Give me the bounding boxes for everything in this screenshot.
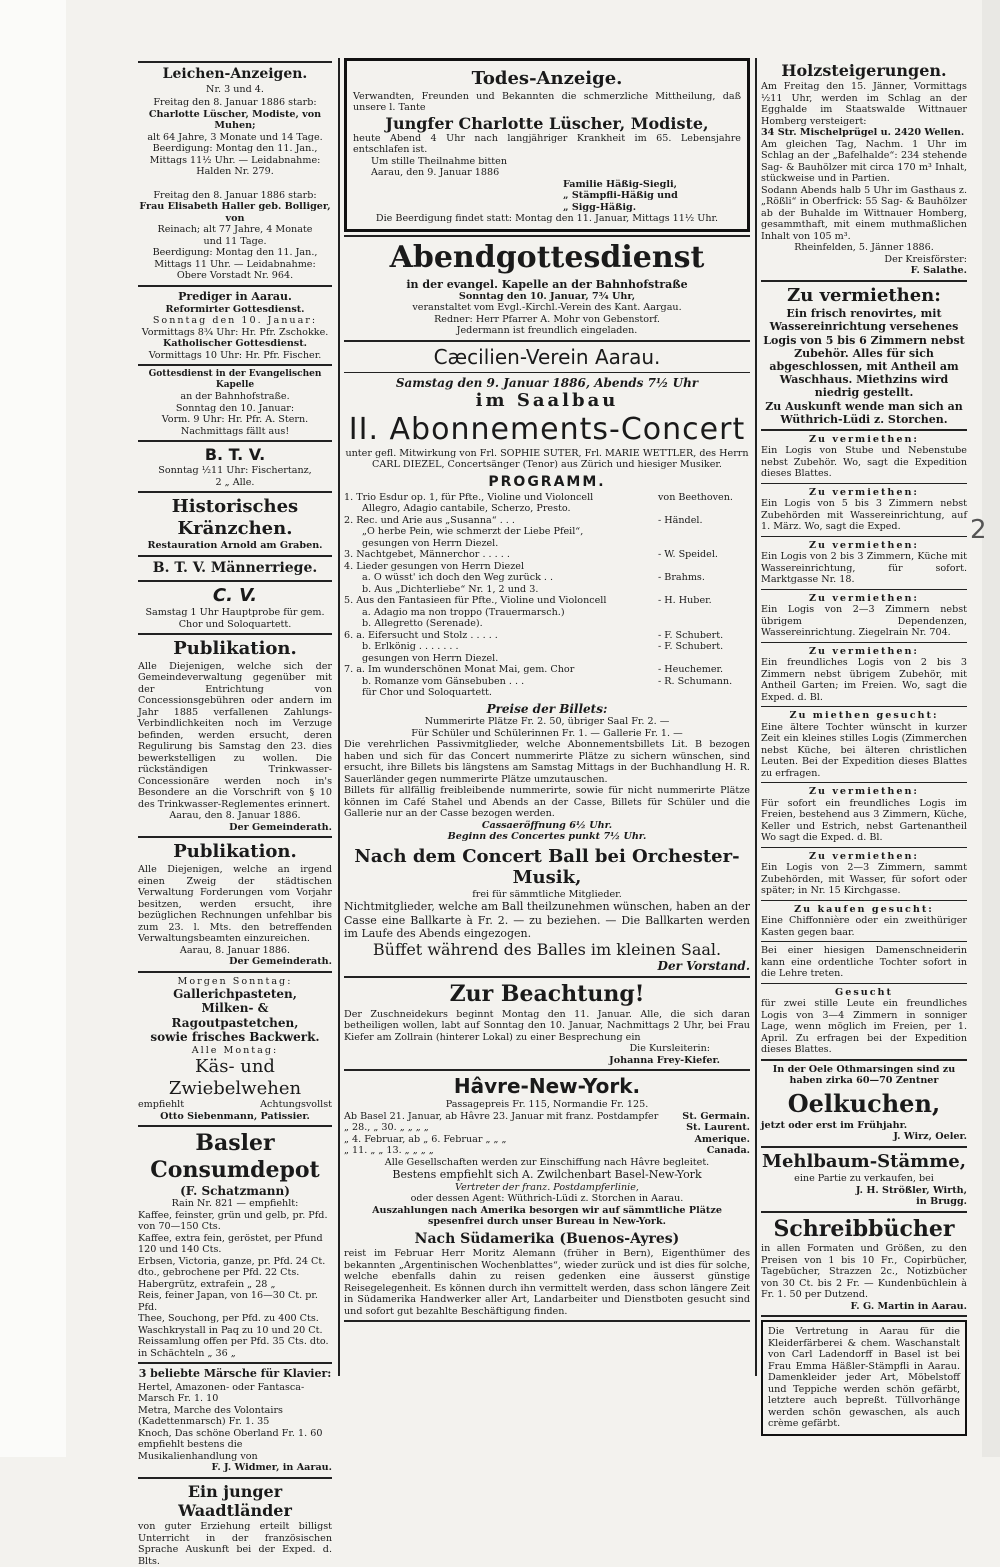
gottesdienst-block	[138, 369, 332, 437]
holz-sign1: Der Kreisförster:	[884, 253, 967, 265]
programm-item: b. Allegretto (Serenade).	[362, 618, 483, 630]
center-column	[344, 58, 750, 1325]
classified-ad: Zu vermiethen: Ein Logis von 5 bis 3 Zimmern nebst Zubehörden mit Wassereinrichtung, auf 1. März. Wo, sagt die Exped.	[761, 486, 967, 533]
havre-price: Passagepreis Fr. 115, Normandie Fr. 125.	[445, 1099, 649, 1111]
publikation-2-sign: Der Gemeinderath.	[229, 956, 332, 968]
schreib-text: in allen Formaten und Größen, zu den Preisen von 1 bis 10 Fr., Copirbücher, Tagebücher, Strazzen 2c., Notizbücher von 30 Ct. bis 2 Fr. — Kundenbüchlein à Fr. 1. 50 per Dutzend.	[761, 1243, 967, 1301]
text-line: Beerdigung: Montag den 11. Jan.,	[152, 143, 318, 155]
text-line: Sonntag den 10. Januar, 7¾ Uhr,	[458, 290, 636, 302]
vorstand: Der Vorstand.	[657, 959, 750, 974]
concert-date: Samstag den 9. Januar 1886, Abends 7½ Uhr	[395, 375, 699, 390]
text-line: Nachmittags fällt aus!	[180, 425, 290, 437]
classified-ad: Zu vermiethen: Für sofort ein freundliches Logis im Freien, bestehend aus 3 Zimmern, Küche, Keller und Estrich, nebst Gartenantheil Wo sagt die Exped. d. Bl.	[761, 786, 967, 844]
divider	[761, 1211, 967, 1213]
abendgottesdienst-title: Abendgottesdienst	[389, 239, 705, 275]
schreib-title: Schreibbücher	[773, 1215, 955, 1242]
text-line: Obere Vorstadt Nr. 964.	[176, 270, 294, 282]
classified-ad: Zu vermiethen: Ein Logis von 2—3 Zimmern, sammt Zubehörden, mit Wasser, für sofort oder später; in Nr. 15 Kirchgasse.	[761, 850, 967, 897]
list-item: Kaffee, feinster, grün und gelb, pr. Pfd. von 70—150 Cts.	[138, 1209, 328, 1233]
morgen-line: sowie frisches Backwerk.	[150, 1030, 320, 1045]
programm-item: b. Romanze vom Gänsebuben . . . - R. Schumann.	[362, 675, 733, 687]
divider	[761, 280, 967, 282]
morgen-title: Morgen Sonntag:	[177, 975, 293, 987]
havre-schedule	[344, 1111, 750, 1157]
holz-date: Rheinfelden, 5. Jänner 1886.	[794, 242, 934, 254]
maersche-title: 3 beliebte Märsche für Klavier:	[138, 1367, 332, 1381]
btv-block	[138, 465, 332, 488]
text-line: Beerdigung: Montag den 11. Jan.,	[152, 247, 318, 259]
list-item: Erbsen, Victoria, ganze, pr. Pfd. 24 Ct. dto., gebrochene per Pfd. 22 Cts.	[138, 1255, 326, 1279]
holz-text-2: Am gleichen Tag, Nachm. 1 Uhr im Schlag an der „Bafelhalde“: 234 stehende Sag- & Bauhölzer mit circa 170 m³ Inhalt, stückweise und in Partien.	[761, 138, 967, 185]
holz-title: Holzsteigerungen.	[781, 61, 947, 80]
havre-auszahlung: Auszahlungen nach Amerika besorgen wir auf sämmtliche Plätze spesenfrei durch unser Bureau in New-York.	[372, 1204, 722, 1228]
publikation-2-date: Aarau, 8. Januar 1886.	[179, 944, 291, 956]
ball-title: Nach dem Concert Ball bei Orchester-Musik,	[354, 845, 740, 889]
divider	[138, 1477, 332, 1479]
programm-item: 7. a. Im wunderschönen Monat Mai, gem. Chor - Heuchemer.	[344, 664, 724, 676]
divider	[138, 836, 332, 838]
programm-item: 2. Rec. und Arie aus „Susanna“ . . . - Händel.	[344, 514, 703, 526]
basler-sub: (F. Schatzmann)	[180, 1184, 290, 1199]
havre-row: „ 11. „ „ 13. „ „ „ „ Canada.	[344, 1145, 750, 1157]
programm-item: a. O wüsst' ich doch den Weg zurück . . - Brahms.	[362, 572, 705, 584]
beginn: Beginn des Concertes punkt 7½ Uhr.	[447, 831, 647, 843]
widmer-sign: F. J. Widmer, in Aarau.	[211, 1462, 332, 1474]
text-line: Reinach; alt 77 Jahre, 4 Monate	[157, 224, 313, 236]
text-line: Samstag 1 Uhr Hauptprobe für gem.	[145, 607, 325, 619]
programm-item: 3. Nachtgebet, Männerchor . . . . . - W. Speidel.	[344, 549, 718, 561]
divider	[344, 340, 750, 342]
classified-ad: Bei einer hiesigen Damenschneiderin kann eine ordentliche Tochter sofort in die Lehre treten.	[761, 945, 967, 980]
classified-ad: Zu vermiethen: Ein Logis von Stube und Nebenstube nebst Zubehör. Wo, sagt die Expedition dieses Blattes.	[761, 433, 967, 480]
todes-body: heute Abend 4 Uhr nach langjähriger Krankheit im 65. Lebensjahre entschlafen ist.	[353, 132, 741, 156]
divider	[138, 1362, 332, 1364]
oel-post: jetzt oder erst im Frühjahr.	[761, 1119, 908, 1131]
publikation-2-text: Alle Diejenigen, welche an irgend einen Zweig der städtischen Verwaltung Forderungen vom Vorjahr besitzen, werden ersucht, ihre bezüglichen Rechnungen unfehlbar bis zum 23. l. Mts. den betreffenden Verwaltungsbeamten einzureichen.	[138, 864, 332, 945]
ball-frei: frei für sämmtliche Mitglieder.	[472, 888, 622, 900]
list-item: Reissamlung offen per Pfd. 35 Cts. dto. in Schächteln „ 36 „	[138, 1336, 329, 1359]
basler-title: Basler Consumdepot	[150, 1130, 320, 1183]
todes-family	[353, 179, 741, 214]
todes-bitte: Um stille Theilnahme bitten	[371, 155, 508, 167]
todes-anzeige-box	[344, 58, 750, 232]
programm-item: „O herbe Pein, wie schmerzt der Liebe Pfeil“,	[362, 526, 584, 538]
montag-line: Alle Montag:	[191, 1044, 279, 1056]
programm-item: 5. Aus den Fantasieen für Pfte., Violine und Violoncell - H. Huber.	[344, 595, 712, 607]
mehl-text: eine Partie zu verkaufen, bei	[794, 1173, 934, 1185]
text-line: Redner: Herr Pfarrer A. Mohr von Gebenstorf.	[434, 313, 660, 325]
programm-item: Allegro, Adagio cantabile, Scherzo, Presto.	[362, 503, 571, 515]
column-rule-2	[755, 58, 757, 1376]
beachtung-title: Zur Beachtung!	[449, 981, 645, 1008]
divider	[344, 235, 750, 237]
divider	[138, 364, 332, 366]
havre-row: Ab Basel 21. Januar, ab Hâvre 23. Januar mit franz. Postdampfer St. Germain.	[344, 1110, 750, 1122]
divider	[138, 491, 332, 493]
divider	[138, 61, 332, 63]
holz-text-3: Sodann Abends halb 5 Uhr im Gasthaus z. „Rößli“ in Oberfrick: 55 Sag- & Bauhölzer ab der Buhalde im Wittnauer Homberg, gesammthaft, mit einem muthmaßlichen Inhalt von 105 m³.	[761, 184, 967, 242]
waadt-title: Ein junger Waadtländer	[178, 1481, 292, 1520]
kaes-title: Käs- und Zwiebelwehen	[168, 1056, 302, 1099]
programm-item: 6. a. Eifersucht und Stolz . . . . . - F. Schubert.	[344, 629, 724, 641]
maersche-list	[138, 1382, 332, 1463]
mitwirkung: unter gefl. Mitwirkung von Frl. SOPHIE SUTER, Frl. MARIE WETTLER, des Herrn CARL DIEZEL, Concertsänger (Tenor) aus Zürich und hiesiger Musiker.	[345, 447, 749, 471]
list-item: empfiehlt bestens die Musikalienhandlung von	[138, 1439, 258, 1462]
column-rule-1	[338, 58, 340, 1376]
havre-vertreter: Vertreter der franz. Postdampferlinie,	[455, 1181, 639, 1193]
publikation-1-text: Alle Diejenigen, welche sich der Gemeindeverwaltung gegenüber mit der Entrichtung von Concessionsgebühren oder andern im Jahr 1885 verfallenen Zahlungs-Verbindlichkeiten noch im Verzuge befinden, werden ersucht, deren Regulirung bis Samstag den 23. dies bewerkstelligen zu wollen. Die rückständigen Trinkwasser-Concessionäre werden noch in's Besondere an die Vorschrift von § 10 des Trinkwasser-Reglementes erinnert.	[138, 660, 332, 810]
right-column	[761, 58, 967, 1436]
programm-title: PROGRAMM.	[488, 473, 606, 490]
divider	[761, 429, 967, 431]
divider	[761, 1146, 967, 1148]
basler-addr: Rain Nr. 821 — empfiehlt:	[171, 1198, 299, 1210]
classified-ads	[761, 434, 967, 1056]
havre-empf: Bestens empfiehlt sich A. Zwilchenbart Basel-New-York	[392, 1168, 702, 1182]
programm-item: 1. Trio Esdur op. 1, für Pfte., Violine und Violoncell von Beethoven.	[344, 491, 733, 503]
suedamerika-title: Nach Südamerika (Buenos-Ayres)	[414, 1230, 680, 1247]
bueffet: Büffet während des Balles im kleinen Saal.	[372, 939, 722, 959]
beachtung-sign1: Die Kursleiterin:	[629, 1043, 710, 1055]
list-item: Knoch, Das schöne Oberland Fr. 1. 60	[138, 1427, 323, 1439]
divider	[344, 1069, 750, 1071]
prediger-block	[138, 304, 332, 362]
waadt-text: von guter Erziehung erteilt billigst Unterricht in der französischen Sprache Auskunft bei der Exped. d. Blts.	[138, 1521, 332, 1567]
text-line: „ Sigg-Häßig.	[563, 201, 637, 213]
text-line: Frau Elisabeth Haller geb. Bolliger, von	[139, 201, 331, 224]
suedamerika-text: reist im Februar Herr Moritz Alemann (früher in Bern), Eigenthümer des bekannten „Argentinischen Wochenblattes“, wieder zurück und ist dies für solche, welche ebenfalls dahin zu reisen gedenken eine äusserst günstige Reisegelegenheit. Es können durch ihn vermittelt werden, dass schon längere Zeit in Südamerika Handwerker aller Art, Landarbeiter und Dienstboten gesucht sind und sofort gut bezahlte Beschäftigung finden.	[344, 1248, 750, 1317]
text-line: veranstaltet vom Evgl.-Kirchl.-Verein des Kant. Aargau.	[412, 302, 682, 314]
leichen-title: Leichen-Anzeigen.	[162, 66, 308, 82]
oel-sign: J. Wirz, Oeler.	[893, 1131, 967, 1143]
schreib-sign: F. G. Martin in Aarau.	[850, 1300, 967, 1312]
programm-item: b. Erlkönig . . . . . . . - F. Schubert.	[362, 641, 724, 653]
kraenzchen-text: Restauration Arnold am Graben.	[147, 540, 323, 552]
oel-title: Oelkuchen,	[787, 1088, 941, 1118]
text-line: Jedermann ist freundlich eingeladen.	[456, 325, 638, 337]
programm-item: 4. Lieder gesungen von Herrn Diezel	[344, 560, 525, 572]
list-item: Reis, feiner Japan, von 16—30 Ct. pr. Pfd.	[138, 1290, 318, 1313]
divider	[138, 580, 332, 582]
publikation-2-title: Publikation.	[173, 841, 297, 863]
page-edge	[982, 0, 1000, 1457]
preise-title: Preise der Billets:	[486, 701, 608, 716]
text-line: Reformirter Gottesdienst.	[165, 303, 305, 315]
classified-ad: Gesucht für zwei stille Leute ein freundliches Logis von 3—4 Zimmern in sonniger Lage, wenn möglich im Freien, per 1. April. Zu erfragen bei der Expedition dieses Blattes.	[761, 986, 967, 1056]
programm-item: für Chor und Soloquartett.	[362, 687, 492, 699]
kleider-box: Die Vertretung in Aarau für die Kleiderfärberei & chem. Waschanstalt von Carl Ladendorff in Basel ist bei Frau Emma Häßler-Stämpfli in Aarau. Damenkleider jeder Art, Möbelstoff und Teppiche werden schön gefärbt, letztere auch bepreßt. Tüllvorhänge werden schön gewaschen, als auch crème gefärbt.	[761, 1320, 967, 1436]
text-line: Vormittags 10 Uhr: Hr. Pfr. Fischer.	[148, 349, 322, 361]
zuverm-text: Ein frisch renovirtes, mit Wassereinrichtung versehenes Logis von 5 bis 6 Zimmern nebst Zubehör. Alles für sich abgeschlossen, mit Antheil am Waschhaus. Miethzins wird niedrig gestellt.	[763, 307, 965, 400]
divider	[344, 372, 750, 373]
cassa: Cassaeröffnung 6½ Uhr.	[481, 819, 613, 831]
havre-note: Alle Gesellschaften werden zur Einschiffung nach Hâvre begleitet.	[384, 1156, 710, 1168]
text-line: Sonntag ½11 Uhr: Fischertanz,	[158, 465, 312, 477]
divider	[344, 976, 750, 978]
text-line: Vormittags 8¾ Uhr: Hr. Pfr. Zschokke.	[141, 326, 329, 338]
ball-text: Nichtmitglieder, welche am Ball theilzunehmen wünschen, haben an der Casse eine Ballkarte à Fr. 2. — zu beziehen. — Die Ballkarten werden im Laufe des Abends eingezogen.	[344, 900, 750, 940]
text-line: Halden Nr. 279.	[196, 166, 274, 178]
havre-row: „ 4. Februar, ab „ 6. Februar „ „ „ Amerique.	[344, 1133, 750, 1145]
beachtung-text: Der Zuschneidekurs beginnt Montag den 11. Januar. Alle, die sich daran betheiligen wollen, labt auf Sonntag den 10. Januar, Nachmittags 2 Uhr, bei Frau Kiefer am Zollrain (hinterer Lokal) zu einer Besprechung ein	[344, 1008, 750, 1043]
publikation-1-title: Publikation.	[173, 638, 297, 660]
passiv-text: Die verehrlichen Passivmitglieder, welche Abonnementsbillets Lit. B bezogen haben und sich für das Concert nummerirte Plätze zu sichern wünschen, sind ersucht, ihre Billets bis längstens am Samstag Mittags in der Buchhandlung H. R. Sauerländer gegen nummerirte Plätze umzutauschen.	[344, 739, 750, 785]
cv-title: C. V.	[212, 584, 258, 606]
left-column	[138, 58, 332, 1567]
text-line: in der evangel. Kapelle an der Bahnhofstraße	[406, 277, 688, 291]
classified-ad: Zu vermiethen: Ein freundliches Logis von 2 bis 3 Zimmern nebst übrigem Zubehör, mit Antheil Garten; im Freien. Wo, sagt die Exped. d. Bl.	[761, 645, 967, 703]
holz-sign2: F. Salathe.	[910, 265, 967, 277]
text-line: Achtungsvollst	[260, 1099, 332, 1111]
text-line: Mittags 11½ Uhr. — Leidabnahme:	[149, 154, 321, 166]
divider	[761, 1315, 967, 1317]
billets-text: Billets für allfällig freibleibende nummerirte, sowie für nicht nummerirte Plätze können im Café Stahel und Abends an der Casse, Billets für Schüler und die Gallerie nur an der Casse bezogen werden.	[344, 785, 750, 820]
empfiehlt-row	[138, 1099, 332, 1111]
list-item: Waschkrystall in Paq zu 10 und 20 Ct.	[138, 1324, 323, 1336]
text-line: „ Stämpfli-Häßig und	[563, 190, 678, 202]
programm-list	[344, 492, 750, 699]
text-line: Freitag den 8. Januar 1886 starb:	[153, 97, 317, 109]
todes-date: Aarau, den 9. Januar 1886	[371, 167, 500, 179]
divider	[138, 971, 332, 973]
concert-title: II. Abonnements-Concert	[348, 411, 746, 447]
text-line: Freitag den 8. Januar 1886 starb:	[153, 189, 317, 201]
death-notice-1	[138, 97, 332, 178]
classified-ad: Zu kaufen gesucht: Eine Chiffonnière oder ein zweithüriger Kasten gegen baar.	[761, 903, 967, 938]
list-item: Metra, Marche des Volontairs (Kadettenmarsch) Fr. 1. 35	[138, 1404, 283, 1428]
havre-row: „ 28., „ 30. „ „ „ „ St. Laurent.	[344, 1122, 750, 1134]
zuverm-title: Zu vermiethen:	[787, 284, 941, 306]
text-line: empfiehlt	[138, 1099, 185, 1111]
mehl-title: Mehlbaum-Stämme,	[762, 1150, 966, 1172]
havre-title: Hâvre-New-York.	[453, 1074, 641, 1099]
divider	[138, 285, 332, 287]
kraenzchen-title: Historisches Kränzchen.	[171, 496, 299, 539]
morgen-line: Milken- & Ragoutpastetchen,	[171, 1001, 299, 1030]
divider	[344, 1320, 750, 1322]
text-line: Charlotte Lüscher, Modiste, von Muhen;	[148, 108, 322, 132]
morgen-line: Gallerichpasteten,	[173, 987, 297, 1002]
todes-beerdigung: Die Beerdigung findet statt: Montag den 11. Januar, Mittags 11½ Uhr.	[375, 213, 719, 225]
list-item: Hertel, Amazonen- oder Fantasca-Marsch Fr. 1. 10	[138, 1381, 305, 1405]
cv-block	[138, 607, 332, 630]
havre-agent: oder dessen Agent: Wüthrich-Lüdi z. Storchen in Aarau.	[410, 1193, 684, 1205]
publikation-1-sign: Der Gemeinderath.	[229, 821, 332, 833]
siebenmann-sign: Otto Siebenmann, Patissier.	[160, 1110, 310, 1122]
text-line: und 11 Tage.	[203, 235, 267, 247]
divider	[138, 1125, 332, 1127]
text-line: Sonntag den 10. Januar:	[175, 402, 295, 414]
mehl-sign2: in Brugg.	[916, 1196, 967, 1208]
todes-name: Jungfer Charlotte Lüscher, Modiste,	[385, 113, 709, 133]
saalbau: im Saalbau	[475, 390, 619, 412]
btv-title: B. T. V.	[204, 445, 266, 465]
text-line: Sonntag den 10. Januar:	[152, 315, 318, 327]
text-line: an der Bahnhofstraße.	[180, 391, 290, 403]
divider	[761, 1059, 967, 1061]
text-line: 2 „ Alle.	[215, 476, 255, 488]
abendgottesdienst-block	[344, 278, 750, 337]
programm-item: b. Aus „Dichterliebe“ Nr. 1, 2 und 3.	[362, 583, 539, 595]
holz-bold: 34 Str. Mischelprügel u. 2420 Wellen.	[761, 127, 965, 139]
list-item: Kaffee, extra fein, geröstet, per Pfund 120 und 140 Cts.	[138, 1232, 323, 1256]
margin-pencil-mark: 2	[970, 515, 987, 545]
oel-pre: In der Oele Othmarsingen sind zu haben zirka 60—70 Zentner	[772, 1063, 956, 1087]
text-line: Vorm. 9 Uhr: Hr. Pfr. A. Stern.	[161, 414, 309, 426]
beachtung-sign2: Johanna Frey-Kiefer.	[609, 1054, 720, 1066]
holz-text: Am Freitag den 15. Jänner, Vormittags ½11 Uhr, werden im Schlag an der Egghalde im Staatswalde Wittnauer Homberg versteigert:	[761, 81, 967, 127]
publikation-1-date: Aarau, den 8. Januar 1886.	[169, 810, 301, 822]
preise-line: Für Schüler und Schülerinnen Fr. 1. — Gallerie Fr. 1. —	[411, 727, 683, 739]
divider	[138, 633, 332, 635]
programm-item: gesungen von Herrn Diezel.	[362, 652, 499, 664]
mehl-sign1: J. H. Strößler, Wirth,	[855, 1184, 967, 1196]
page-margin	[0, 0, 66, 1457]
programm-item: a. Adagio ma non troppo (Trauermarsch.)	[362, 606, 565, 618]
list-item: Thee, Souchong, per Pfd. zu 400 Cts.	[138, 1313, 319, 1325]
programm-item: gesungen von Herrn Diezel.	[362, 537, 499, 549]
preise-line: Nummerirte Plätze Fr. 2. 50, übriger Saal Fr. 2. —	[424, 716, 670, 728]
text-line: alt 64 Jahre, 3 Monate und 14 Tage.	[147, 131, 323, 143]
divider	[138, 555, 332, 557]
todes-intro: Verwandten, Freunden und Bekannten die schmerzliche Mittheilung, daß unsere l. Tante	[353, 90, 741, 114]
classified-ad: Zu miethen gesucht: Eine ältere Tochter wünscht in kurzer Zeit ein kleines stilles Logis (Zimmerchen nebst Küche, bei älteren christlichen Leuten. Bei der Expedition dieses Blattes zu erfragen.	[761, 710, 967, 779]
basler-items	[138, 1210, 332, 1360]
classified-ad: Zu vermiethen: Ein Logis von 2 bis 3 Zimmern, Küche mit Wassereinrichtung, für sofort. Marktgasse Nr. 18.	[761, 539, 967, 586]
btv-maenner: B. T. V. Männerriege.	[152, 559, 318, 576]
leichen-nr: Nr. 3 und 4.	[206, 83, 264, 95]
text-line: Chor und Soloquartett.	[178, 618, 292, 630]
death-notice-2	[138, 190, 332, 282]
zuverm-ausk: Zu Auskunft wende man sich an	[765, 399, 963, 413]
text-line: Familie Häßig-Siegli,	[563, 178, 677, 190]
classified-ad: Zu vermiethen: Ein Logis von 2—3 Zimmern nebst übrigem Dependenzen, Wassereinrichtung. Ziegelrain Nr. 704.	[761, 592, 967, 639]
list-item: Habergrütz, extrafein „ 28 „	[138, 1278, 276, 1290]
text-line: Mittags 11 Uhr. — Leidabnahme:	[154, 258, 316, 270]
caecilien-title: Cæcilien-Verein Aarau.	[433, 344, 661, 369]
zuverm-sign: Wüthrich-Lüdi z. Storchen.	[780, 412, 948, 426]
todes-title: Todes-Anzeige.	[471, 68, 623, 89]
divider	[138, 440, 332, 442]
text-line: Gottesdienst in der Evangelischen Kapelle	[148, 369, 322, 391]
text-line: Katholischer Gottesdienst.	[163, 338, 307, 350]
prediger-title: Prediger in Aarau.	[178, 289, 292, 303]
